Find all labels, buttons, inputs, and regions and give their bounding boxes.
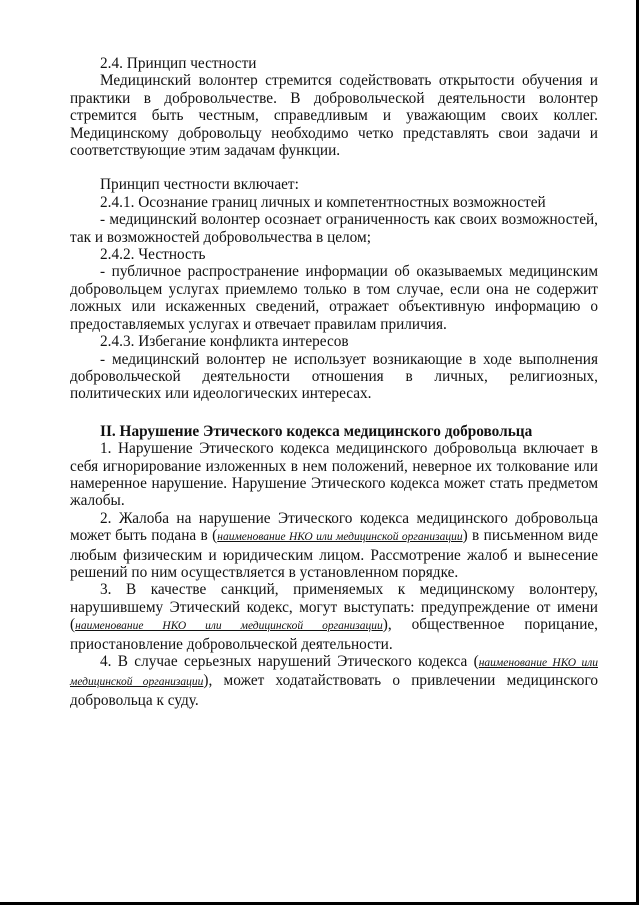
- section-ii-point-4: [70, 653, 598, 709]
- document-body: [70, 55, 598, 709]
- spacer: [70, 159, 598, 176]
- section-ii-point-2: [70, 510, 598, 582]
- point-4-text-after: ), может ходатайствовать о привлечении медицинского добровольца к суду.: [70, 672, 598, 709]
- item-2-4-3-title: 2.4.3. Избегание конфликта интересов: [100, 333, 349, 351]
- section-2-4-paragraph: Медицинский волонтер стремится содействовать открытости обучения и практики в добровольчестве. В добровольческой деятельности волонтер стремится быть честным, справедливым и уважающим своих коллег. Медицинскому добровольцу необходимо четко представлять свои задачи и соответствующие этим задачам функции.: [70, 72, 598, 160]
- point-2-text-after: ) в письменном виде любым физическим и юридическим лицом. Рассмотрение жалоб и вынесение решений по ним осуществляется в установленном порядке.: [70, 527, 598, 581]
- item-2-4-1-title: 2.4.1. Осознание границ личных и компетентностных возможностей: [100, 193, 546, 211]
- point-4-organization-placeholder: наименование НКО или медицинской организации: [70, 657, 598, 689]
- point-4-text-before: 4. В случае серьезных нарушений Этического кодекса (: [100, 653, 479, 670]
- item-2-4-3-text: - медицинский волонтер не использует возникающие в ходе выполнения добровольческой деятельности отношения в личных, религиозных, политических или идеологических интересах.: [70, 350, 598, 403]
- section-ii-point-3: [70, 581, 598, 653]
- item-2-4-2-title: 2.4.2. Честность: [100, 246, 206, 264]
- item-2-4-1-text: - медицинский волонтер осознает ограниченность как своих возможностей, так и возможностей добровольчества в целом;: [70, 211, 598, 246]
- point-2-text-before: 2. Жалоба на нарушение Этического кодекса медицинского добровольца может быть подана в (: [70, 509, 598, 545]
- point-3-text-before: 3. В качестве санкций, применяемых к медицинскому волонтеру, нарушившему Этический кодекс, могут выступать: предупреждение от имени (: [70, 581, 598, 634]
- section-2-4-title: 2.4. Принцип честности: [100, 55, 257, 72]
- honesty-includes-label: Принцип честности включает:: [100, 176, 299, 194]
- spacer: [70, 403, 598, 423]
- item-2-4-2-text: - публичное распространение информации об оказываемых медицинским добровольцем услугах приемлемо только в том случае, если она не содержит ложных или искаженных сведений, отражает объективную информацию о предоставляемых услугах и отвечает правилам приличия.: [70, 263, 598, 333]
- point-3-organization-placeholder: наименование НКО или медицинской организации: [75, 620, 383, 633]
- point-3-text-after: ), общественное порицание, приостановление добровольческой деятельности.: [70, 616, 598, 653]
- point-2-organization-placeholder: наименование НКО или медицинской организации: [217, 531, 463, 544]
- section-ii-point-1: 1. Нарушение Этического кодекса медицинского добровольца включает в себя игнорирование изложенных в нем положений, неверное их толкование или намеренное нарушение. Нарушение Этического кодекса может стать предметом жалобы.: [70, 440, 598, 510]
- section-ii-heading: II. Нарушение Этического кодекса медицинского добровольца: [100, 422, 533, 440]
